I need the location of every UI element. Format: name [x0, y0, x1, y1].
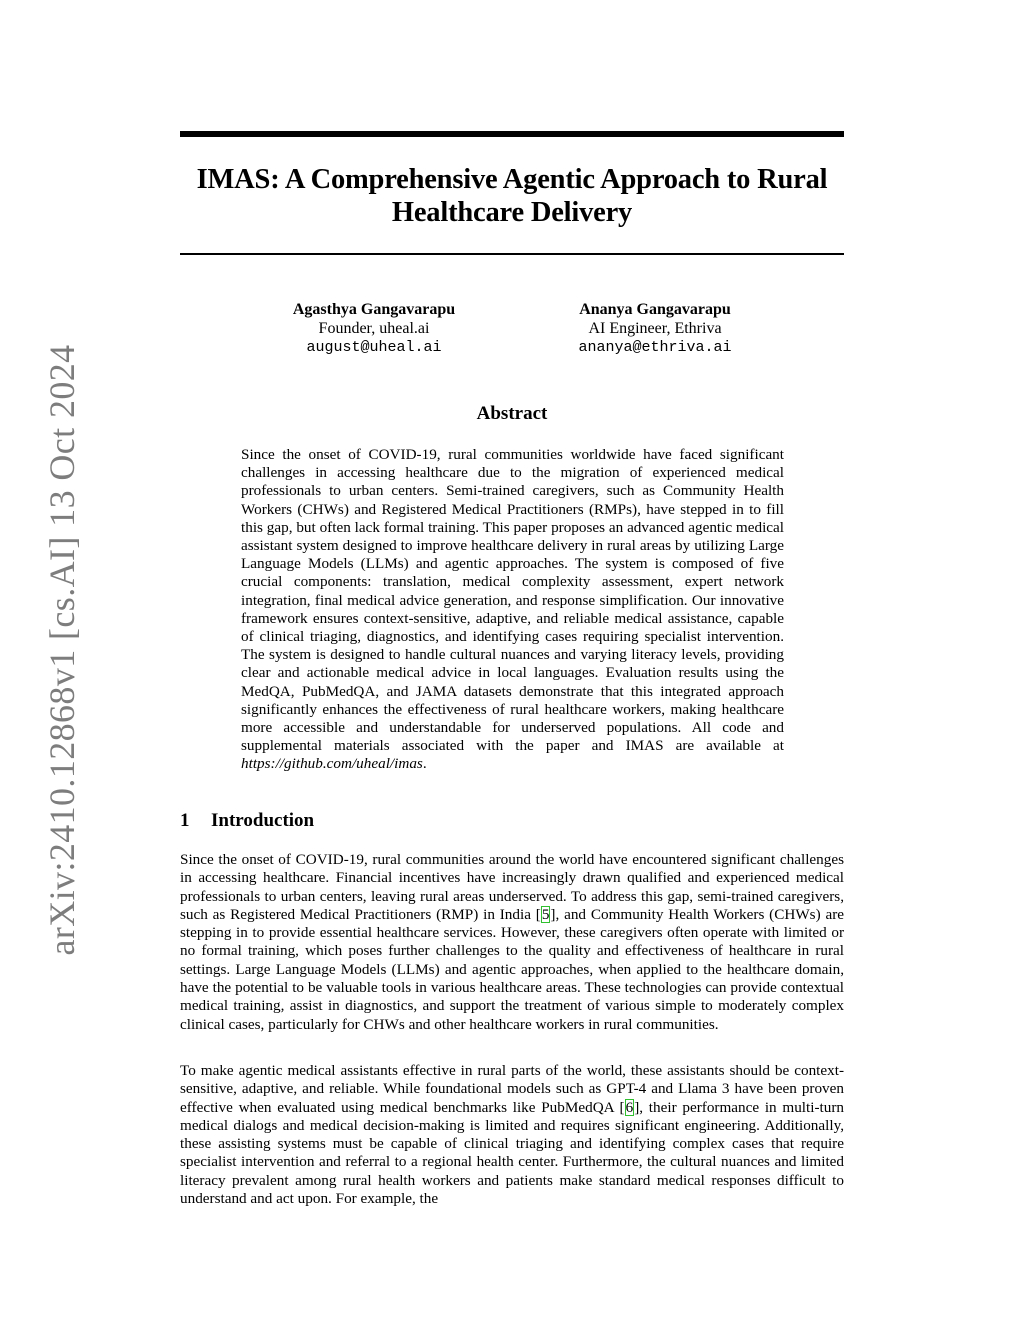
citation-link[interactable]: 5: [541, 905, 550, 923]
paragraph-text: To make agentic medical assistants effective in rural parts of the world, these assistants should be context-sensitive, adaptive, and reliable. While foundational models such as GPT-4 and Llama 3 have been proven effective when evaluated using medical benchmarks like PubMedQA [: [180, 1062, 844, 1116]
title-rule-top: [180, 131, 844, 137]
intro-paragraph-2: [180, 1062, 844, 1208]
section-title: Introduction: [211, 810, 315, 831]
title-rule-bottom: [180, 253, 844, 255]
citation-link[interactable]: 6: [625, 1098, 634, 1116]
paragraph-text: ], and Community Health Workers (CHWs) are stepping in to provide essential healthcare services. However, these caregivers often operate with limited or no formal training, which poses further challenges to the quality and effectiveness of healthcare in rural settings. Large Language Models (LLMs) and agentic approaches, when applied to the healthcare domain, have the potential to be valuable tools in various healthcare areas. These technologies can provide contextual medical training, assist in diagnostics, and support the treatment of various simple to moderately complex clinical cases, particularly for CHWs and other healthcare workers in rural communities.: [180, 905, 844, 1033]
author-block: [555, 300, 755, 357]
abstract-heading: Abstract: [476, 403, 548, 424]
paragraph-text: ], their performance in multi-turn medical dialogs and medical decision-making is limited and requires significant engineering. Additionally, these assisting systems must be capable of clinical triaging and identifying complex cases that require specialist intervention and referral to a regional health center. Furthermore, the cultural nuances and limited literacy prevalent among rural health workers and patients make standard medical responses difficult to understand and act upon. For example, the: [180, 1098, 844, 1208]
paragraph-text: Since the onset of COVID-19, rural communities around the world have encountered significant challenges in accessing healthcare. Financial incentives have increasingly drawn qualified and experienced medical professionals to urban centers, leaving rural areas underserved. To address this gap, semi-trained caregivers, such as Registered Medical Practitioners (RMP) in India [: [180, 851, 844, 923]
author-name: Agasthya Gangavarapu: [292, 301, 456, 318]
section-heading: [180, 810, 314, 832]
author-affiliation: Founder, uheal.ai: [318, 320, 430, 337]
intro-paragraph-1: [180, 851, 844, 1034]
abstract-body: Since the onset of COVID-19, rural communities worldwide have faced significant challenges in accessing healthcare due to the migration of experienced medical professionals to urban centers. Semi-trained caregivers, such as Community Health Workers (CHWs) and Registered Medical Practitioners (RMPs), have stepped in to fill this gap, but often lack formal training. This paper proposes an advanced agentic medical assistant system designed to improve healthcare delivery in rural areas by utilizing Large Language Models (LLMs) and agentic approaches. The system is composed of five crucial components: translation, medical complexity assessment, expert network integration, final medical advice generation, and response simplification. Our innovative framework ensures context-sensitive, adaptive, and reliable medical assistance, capable of clinical triaging, diagnostics, and identifying cases requiring specialist intervention. The system is designed to handle cultural nuances and varying literacy levels, providing clear and actionable medical advice in local languages. Evaluation results using the MedQA, PubMedQA, and JAMA datasets demonstrate that this integrated approach significantly enhances the effectiveness of rural healthcare workers, making healthcare more accessible and understandable for underserved populations. All code and supplemental materials associated with the paper and IMAS are available at: [241, 446, 784, 755]
abstract-text: [241, 446, 784, 774]
author-email[interactable]: august@uheal.ai: [306, 339, 442, 356]
author-name: Ananya Gangavarapu: [579, 301, 731, 318]
author-block: [274, 300, 474, 357]
arxiv-stamp: arXiv:2410.12868v1 [cs.AI] 13 Oct 2024: [42, 344, 82, 956]
paper-title: IMAS: A Comprehensive Agentic Approach to Rural Healthcare Delivery: [196, 164, 828, 228]
section-number: 1: [180, 810, 190, 831]
author-affiliation: AI Engineer, Ethriva: [588, 320, 722, 337]
code-link[interactable]: https://github.com/uheal/imas: [241, 755, 423, 773]
author-email[interactable]: ananya@ethriva.ai: [578, 339, 732, 356]
abstract-end: .: [422, 755, 427, 773]
